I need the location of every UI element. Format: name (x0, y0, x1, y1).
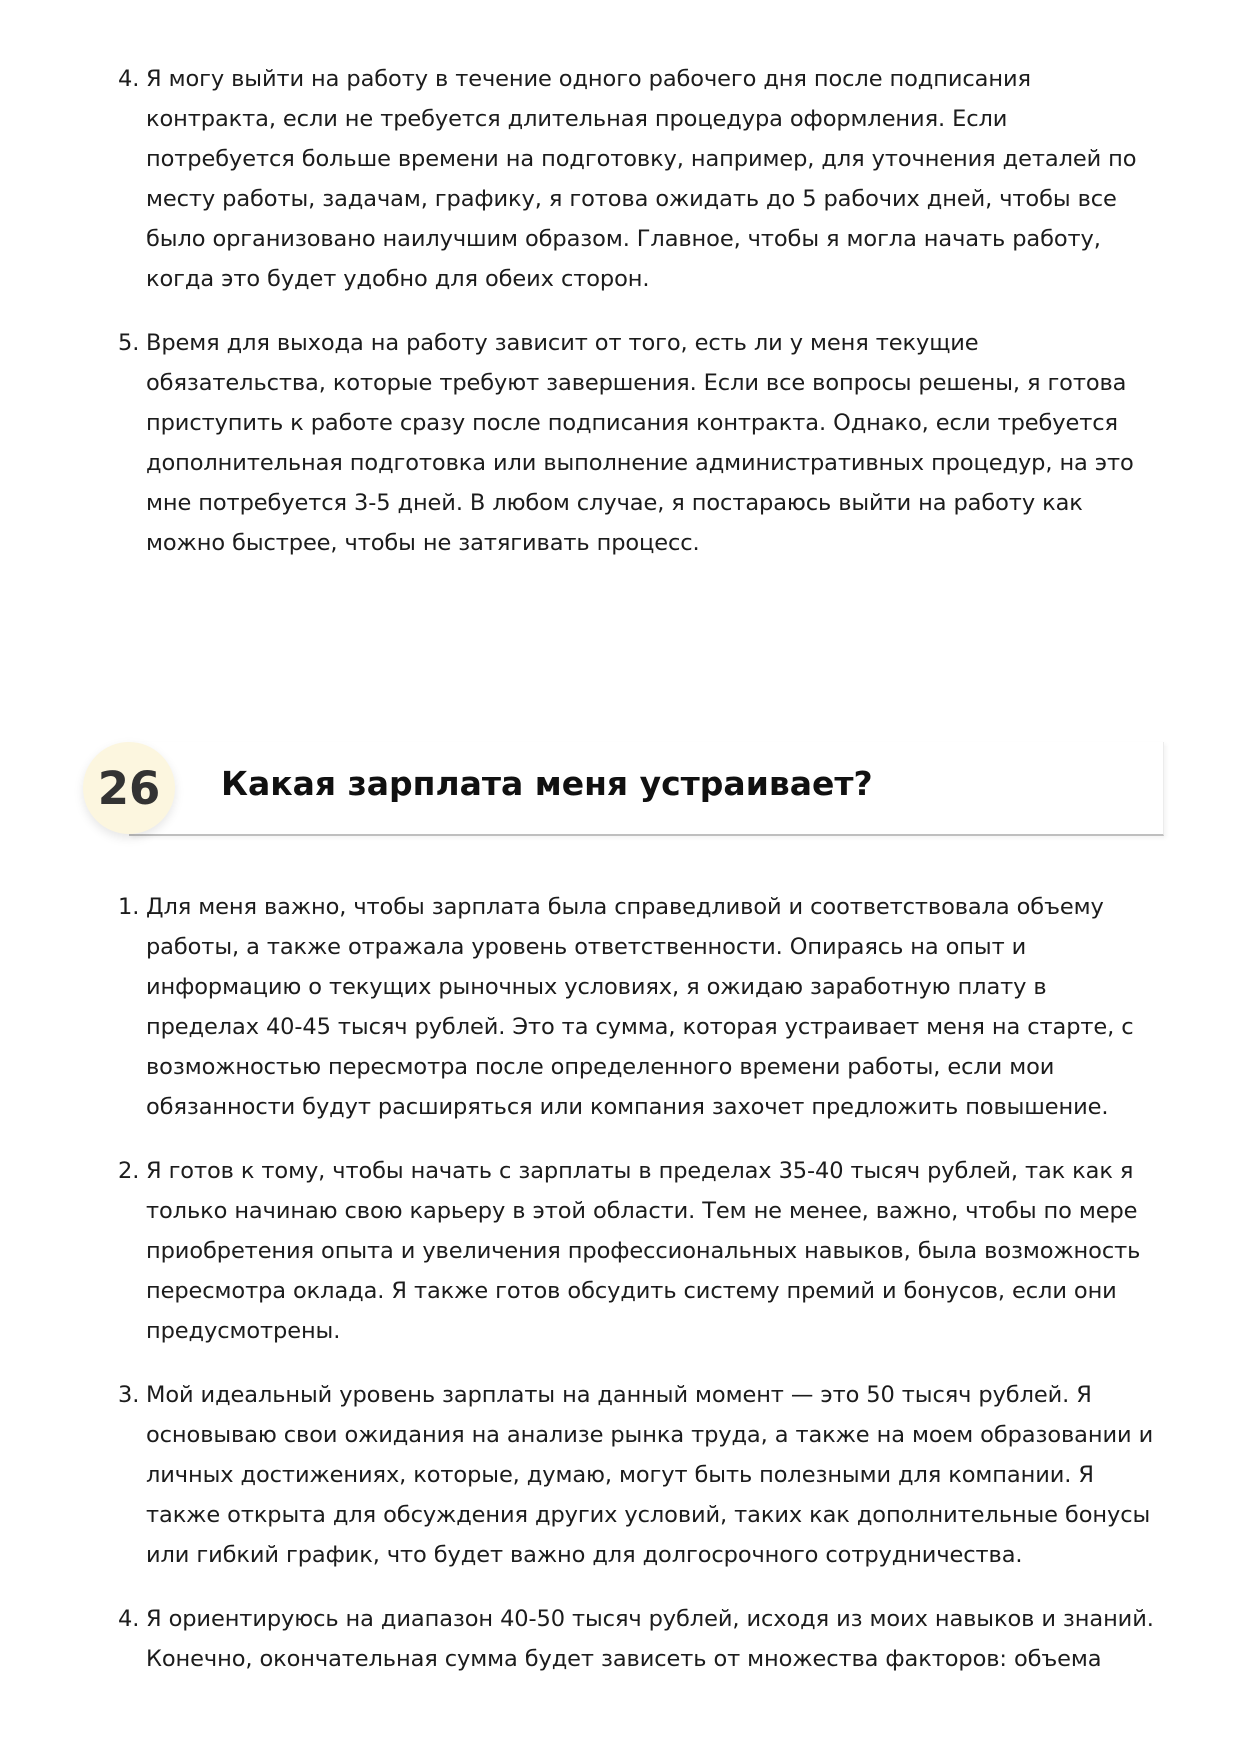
answer-list-previous-question (118, 59, 1160, 563)
list-item-text: Я готов к тому, чтобы начать с зарплаты в пределах 35-40 тысяч рублей, так как я только начинаю свою карьеру в этой области. Тем не менее, важно, чтобы по мере приобретения опыта и увеличения профессиональных навыков, была возможность пересмотра оклада. Я также готов обсудить систему премий и бонусов, если они предусмотрены. (146, 1158, 1141, 1344)
list-item-number: 3. (118, 1382, 140, 1408)
list-item-text: Для меня важно, чтобы зарплата была справедливой и соответствовала объему работы, а также отражала уровень ответственности. Опираясь на опыт и информацию о текущих рыночных условиях, я ожидаю заработную плату в пределах 40-45 тысяч рублей. Это та сумма, которая устраивает меня на старте, с возможностью пересмотра после определенного времени работы, если мои обязанности будут расширяться или компания захочет предложить повышение. (146, 894, 1134, 1120)
list-item (118, 323, 1160, 563)
section-number-badge: 26 (83, 742, 175, 834)
list-item-text: Я ориентируюсь на диапазон 40-50 тысяч рублей, исходя из моих навыков и знаний. Конечно, окончательная сумма будет зависеть от множества факторов: объема (146, 1606, 1154, 1672)
list-item (118, 59, 1160, 299)
answer-list-salary (118, 887, 1160, 1679)
list-item-number: 4. (118, 1606, 140, 1632)
list-item-text: Время для выхода на работу зависит от того, есть ли у меня текущие обязательства, которые требуют завершения. Если все вопросы решены, я готова приступить к работе сразу после подписания контракта. Однако, если требуется дополнительная подготовка или выполнение административных процедур, на это мне потребуется 3-5 дней. В любом случае, я постараюсь выйти на работу как можно быстрее, чтобы не затягивать процесс. (146, 330, 1134, 556)
list-item-number: 5. (118, 330, 140, 356)
list-item (118, 887, 1160, 1127)
list-item-text: Мой идеальный уровень зарплаты на данный момент — это 50 тысяч рублей. Я основываю свои ожидания на анализе рынка труда, а также на моем образовании и личных достижениях, которые, думаю, могут быть полезными для компании. Я также открыта для обсуждения других условий, таких как дополнительные бонусы или гибкий график, что будет важно для долгосрочного сотрудничества. (146, 1382, 1154, 1568)
section-header (83, 742, 1163, 842)
list-item (118, 1599, 1160, 1679)
list-item-number: 2. (118, 1158, 140, 1184)
list-item-number: 4. (118, 66, 140, 92)
list-item (118, 1151, 1160, 1351)
section-title: Какая зарплата меня устраивает? (221, 764, 873, 803)
list-item-number: 1. (118, 894, 140, 920)
list-item (118, 1375, 1160, 1575)
list-item-text: Я могу выйти на работу в течение одного рабочего дня после подписания контракта, если не требуется длительная процедура оформления. Если потребуется больше времени на подготовку, например, для уточнения деталей по месту работы, задачам, графику, я готова ожидать до 5 рабочих дней, чтобы все было организовано наилучшим образом. Главное, чтобы я могла начать работу, когда это будет удобно для обеих сторон. (146, 66, 1137, 292)
